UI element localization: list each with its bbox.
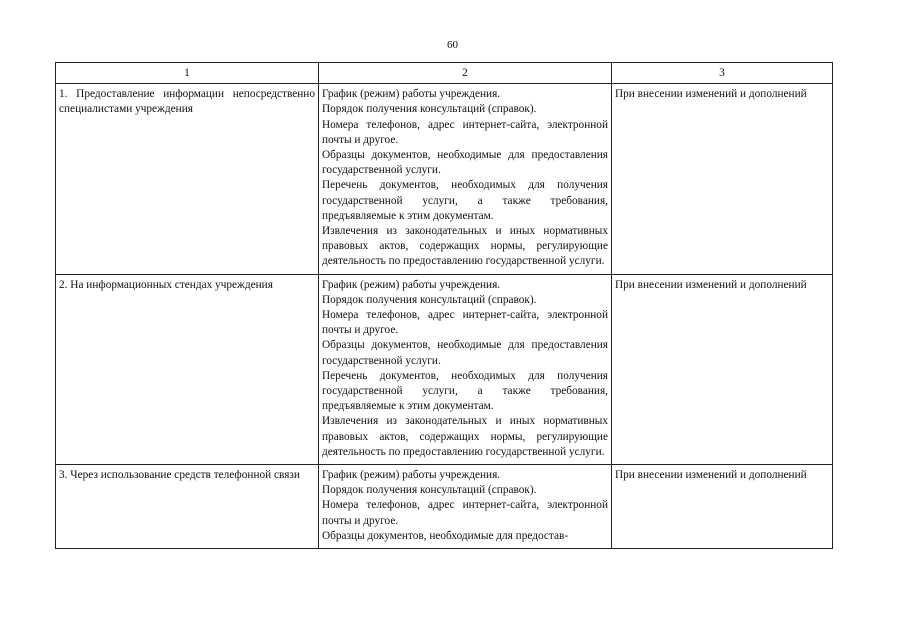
table-row	[56, 465, 833, 549]
content-line: Перечень документов, необходимых для получения государственной услуги, а также требования, предъявляемые к этим документам.	[322, 179, 608, 222]
content-line: Перечень документов, необходимых для получения государственной услуги, а также требования, предъявляемые к этим документам.	[322, 369, 608, 413]
content-cell	[319, 274, 612, 464]
content-line: Извлечения из законодательных и иных нормативных правовых актов, содержащих нормы, регулирующие деятельность по предоставлению государственной услуги.	[322, 225, 608, 268]
column-header-2: 2	[319, 63, 612, 84]
frequency-cell: При внесении изменений и дополнений	[612, 465, 833, 549]
content-line: Номера телефонов, адрес интернет-сайта, электронной почты и другое.	[322, 118, 608, 146]
content-line: Номера телефонов, адрес интернет-сайта, электронной почты и другое.	[322, 309, 608, 337]
content-line: Образцы документов, необходимые для предостав-	[322, 529, 569, 542]
table-row	[56, 84, 833, 274]
column-header-1: 1	[56, 63, 319, 84]
content-line: Порядок получения консультаций (справок).	[322, 103, 537, 116]
content-line: Порядок получения консультаций (справок).	[322, 293, 537, 306]
method-cell: 1. Предоставление информации непосредственно специалистами учреждения	[56, 84, 319, 274]
content-line: Порядок получения консультаций (справок).	[322, 484, 537, 497]
content-line: Образцы документов, необходимые для предоставления государственной услуги.	[322, 339, 608, 367]
content-cell	[319, 465, 612, 549]
info-table	[55, 62, 833, 549]
content-line: Образцы документов, необходимые для предоставления государственной услуги.	[322, 149, 608, 177]
table-header-row	[56, 63, 833, 84]
content-line: Извлечения из законодательных и иных нормативных правовых актов, содержащих нормы, регулирующие деятельность по предоставлению государственной услуги.	[322, 415, 608, 458]
frequency-cell: При внесении изменений и дополнений	[612, 84, 833, 274]
method-cell: 2. На информационных стендах учреждения	[56, 274, 319, 464]
content-line: Номера телефонов, адрес интернет-сайта, электронной почты и другое.	[322, 499, 608, 527]
method-cell: 3. Через использование средств телефонной связи	[56, 465, 319, 549]
content-line: График (режим) работы учреждения.	[322, 278, 501, 291]
column-header-3: 3	[612, 63, 833, 84]
content-cell	[319, 84, 612, 274]
content-line: График (режим) работы учреждения.	[322, 88, 501, 101]
frequency-cell: При внесении изменений и дополнений	[612, 274, 833, 464]
content-line: График (режим) работы учреждения.	[322, 469, 501, 482]
table-row	[56, 274, 833, 464]
page-number: 60	[447, 39, 458, 51]
